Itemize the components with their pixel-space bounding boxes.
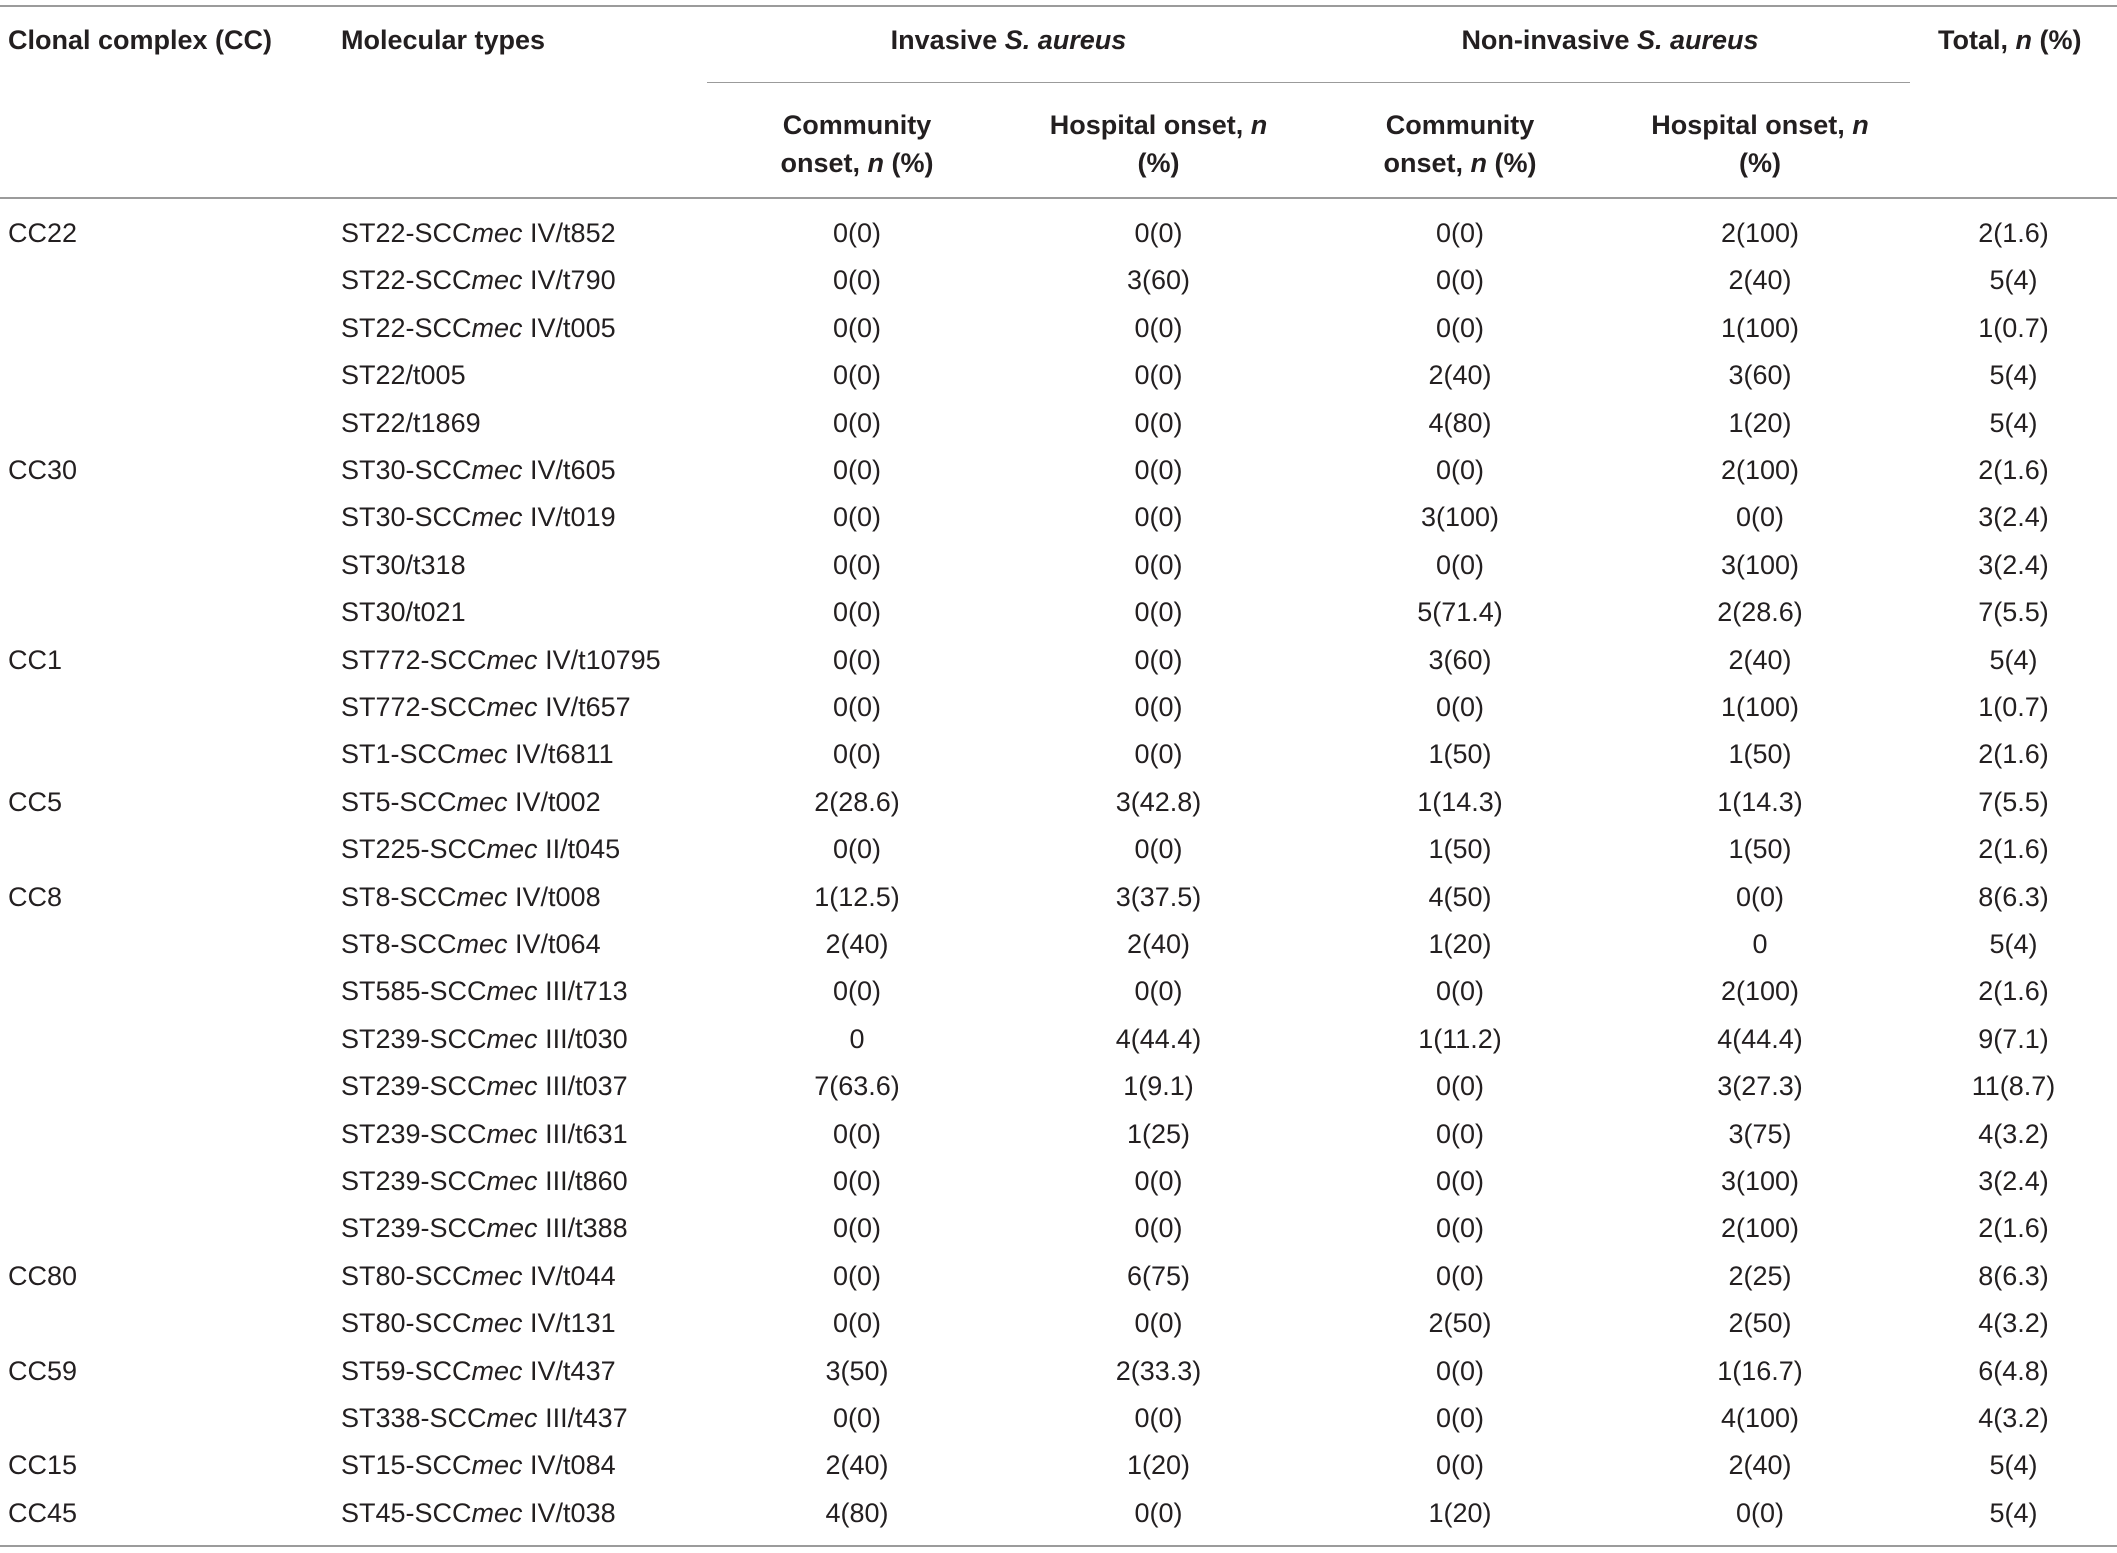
value-cell-nc: 0(0) <box>1435 1119 1484 1149</box>
molecular-type-cell <box>341 928 601 960</box>
value-cell-total: 2(1.6) <box>1978 455 2049 485</box>
value-cell-nc: 2(40) <box>1428 360 1492 390</box>
header-total-n: n <box>2015 25 2032 55</box>
value-cell-ih: 0(0) <box>1134 550 1183 580</box>
molecular-type-prefix: ST30/t021 <box>341 597 466 627</box>
molecular-type-cell <box>341 501 616 533</box>
molecular-type-mec: mec <box>486 1166 538 1196</box>
value-cell-nh: 0(0) <box>1735 1498 1784 1528</box>
molecular-type-mec: mec <box>486 834 538 864</box>
value-cell-total: 1(0.7) <box>1978 692 2049 722</box>
value-cell-nh: 2(50) <box>1728 1308 1792 1338</box>
clonal-complex-cell: CC1 <box>8 645 63 675</box>
molecular-type-suffix: IV/t044 <box>522 1261 616 1291</box>
molecular-type-suffix: III/t437 <box>537 1403 628 1433</box>
molecular-type-suffix: IV/t019 <box>522 502 616 532</box>
header-noninvasive-community <box>1310 106 1610 182</box>
value-cell-nh: 4(44.4) <box>1717 1024 1803 1054</box>
value-cell-nh: 3(100) <box>1720 550 1800 580</box>
molecular-type-prefix: ST239-SCC <box>341 1119 487 1149</box>
molecular-type-prefix: ST30/t318 <box>341 550 466 580</box>
clonal-complex-cell: CC59 <box>8 1356 78 1386</box>
molecular-type-suffix: III/t388 <box>537 1213 628 1243</box>
molecular-type-cell <box>341 881 601 913</box>
header-invasive-species: S. aureus <box>1004 25 1127 55</box>
value-cell-total: 7(5.5) <box>1978 787 2049 817</box>
value-cell-total: 8(6.3) <box>1978 882 2049 912</box>
value-cell-nh: 2(100) <box>1720 455 1800 485</box>
value-cell-total: 2(1.6) <box>1978 834 2049 864</box>
molecular-type-suffix: III/t631 <box>537 1119 628 1149</box>
molecular-type-mec: mec <box>456 787 508 817</box>
header-hospital-line2: (%) <box>1137 148 1180 178</box>
value-cell-total: 5(4) <box>1989 360 2038 390</box>
clonal-complex-cell: CC8 <box>8 882 63 912</box>
molecular-type-prefix: ST239-SCC <box>341 1024 487 1054</box>
header-molecular-types: Molecular types <box>341 25 546 55</box>
value-cell-ic: 2(40) <box>825 929 889 959</box>
value-cell-nc: 0(0) <box>1435 1450 1484 1480</box>
value-cell-ic: 1(12.5) <box>814 882 900 912</box>
value-cell-total: 3(2.4) <box>1978 550 2049 580</box>
value-cell-ih: 0(0) <box>1134 408 1183 438</box>
value-cell-ic: 2(40) <box>825 1450 889 1480</box>
value-cell-nh: 2(40) <box>1728 265 1792 295</box>
molecular-type-mec: mec <box>486 1024 538 1054</box>
value-cell-nc: 4(50) <box>1428 882 1492 912</box>
value-cell-nc: 0(0) <box>1435 1356 1484 1386</box>
molecular-type-mec: mec <box>486 1403 538 1433</box>
value-cell-nc: 0(0) <box>1435 550 1484 580</box>
molecular-type-suffix: IV/t002 <box>507 787 601 817</box>
value-cell-ic: 0(0) <box>832 1119 881 1149</box>
header-noninvasive-prefix: Non-invasive <box>1461 25 1637 55</box>
clonal-complex-cell: CC30 <box>8 455 78 485</box>
value-cell-nh: 0(0) <box>1735 502 1784 532</box>
value-cell-total: 5(4) <box>1989 265 2038 295</box>
value-cell-ic: 0(0) <box>832 692 881 722</box>
molecular-type-prefix: ST338-SCC <box>341 1403 487 1433</box>
molecular-type-cell <box>341 691 631 723</box>
value-cell-nh: 1(100) <box>1720 313 1800 343</box>
value-cell-ih: 0(0) <box>1134 976 1183 1006</box>
molecular-type-mec: mec <box>486 645 538 675</box>
value-cell-ic: 0(0) <box>832 834 881 864</box>
value-cell-nh: 3(100) <box>1720 1166 1800 1196</box>
molecular-type-prefix: ST225-SCC <box>341 834 487 864</box>
header-invasive-prefix: Invasive <box>890 25 1005 55</box>
value-cell-ih: 0(0) <box>1134 313 1183 343</box>
value-cell-total: 2(1.6) <box>1978 218 2049 248</box>
molecular-type-prefix: ST30-SCC <box>341 502 472 532</box>
molecular-type-cell <box>341 596 466 628</box>
value-cell-nc: 1(11.2) <box>1418 1024 1502 1054</box>
value-cell-total: 4(3.2) <box>1978 1308 2049 1338</box>
value-cell-nc: 1(50) <box>1428 739 1492 769</box>
molecular-type-cell <box>341 359 466 391</box>
value-cell-nc: 1(50) <box>1428 834 1492 864</box>
value-cell-ic: 0(0) <box>832 1166 881 1196</box>
header-invasive <box>707 24 1310 56</box>
value-cell-ic: 0 <box>849 1024 865 1054</box>
molecular-type-prefix: ST239-SCC <box>341 1213 487 1243</box>
clonal-complex-cell: CC45 <box>8 1498 78 1528</box>
molecular-type-mec: mec <box>471 1450 523 1480</box>
molecular-type-suffix: IV/t131 <box>522 1308 616 1338</box>
molecular-type-cell <box>341 1212 628 1244</box>
molecular-type-prefix: ST22/t1869 <box>341 408 481 438</box>
value-cell-total: 4(3.2) <box>1978 1403 2049 1433</box>
molecular-type-cell <box>341 1497 616 1529</box>
molecular-type-mec: mec <box>471 502 523 532</box>
molecular-type-suffix: IV/t437 <box>522 1356 616 1386</box>
molecular-type-prefix: ST80-SCC <box>341 1261 472 1291</box>
value-cell-ic: 0(0) <box>832 313 881 343</box>
value-cell-nc: 5(71.4) <box>1417 597 1503 627</box>
value-cell-nc: 0(0) <box>1435 1403 1484 1433</box>
molecular-type-suffix: IV/t005 <box>522 313 616 343</box>
value-cell-nc: 1(20) <box>1428 929 1492 959</box>
value-cell-nc: 3(60) <box>1428 645 1492 675</box>
molecular-type-prefix: ST45-SCC <box>341 1498 472 1528</box>
molecular-type-mec: mec <box>471 313 523 343</box>
value-cell-total: 11(8.7) <box>1971 1071 2056 1101</box>
molecular-type-cell <box>341 1118 628 1150</box>
bottom-rule <box>0 1545 2117 1547</box>
value-cell-total: 5(4) <box>1989 929 2038 959</box>
value-cell-ic: 0(0) <box>832 408 881 438</box>
header-hospital-line1: Hospital onset, n <box>1049 110 1268 140</box>
value-cell-nh: 4(100) <box>1720 1403 1800 1433</box>
value-cell-ih: 0(0) <box>1134 218 1183 248</box>
clonal-complex-cell: CC15 <box>8 1450 78 1480</box>
molecular-type-suffix: IV/t008 <box>507 882 601 912</box>
molecular-type-suffix: IV/t657 <box>537 692 631 722</box>
value-cell-nc: 0(0) <box>1435 1261 1484 1291</box>
molecular-type-cell <box>341 1402 628 1434</box>
value-cell-ic: 0(0) <box>832 502 881 532</box>
value-cell-total: 2(1.6) <box>1978 739 2049 769</box>
molecular-type-prefix: ST80-SCC <box>341 1308 472 1338</box>
molecular-type-mec: mec <box>471 265 523 295</box>
header-hospital-line1: Hospital onset, n <box>1651 110 1869 140</box>
molecular-type-cell <box>341 1260 616 1292</box>
value-cell-ic: 0(0) <box>832 739 881 769</box>
value-cell-ih: 0(0) <box>1134 502 1183 532</box>
value-cell-total: 2(1.6) <box>1978 976 2049 1006</box>
value-cell-ih: 0(0) <box>1134 1403 1183 1433</box>
molecular-type-suffix: IV/t852 <box>522 218 616 248</box>
header-community-line1: Community <box>1385 110 1535 140</box>
value-cell-ic: 0(0) <box>832 218 881 248</box>
value-cell-total: 3(2.4) <box>1978 1166 2049 1196</box>
molecular-type-mec: mec <box>471 1308 523 1338</box>
header-community-line2: onset, n (%) <box>1383 148 1537 178</box>
header-community-line1: Community <box>782 110 932 140</box>
molecular-type-mec: mec <box>456 929 508 959</box>
molecular-type-cell <box>341 1307 616 1339</box>
value-cell-ic: 0(0) <box>832 1403 881 1433</box>
value-cell-ih: 4(44.4) <box>1115 1024 1202 1054</box>
value-cell-nh: 2(28.6) <box>1717 597 1803 627</box>
value-cell-total: 2(1.6) <box>1978 1213 2049 1243</box>
value-cell-total: 5(4) <box>1989 645 2038 675</box>
value-cell-ih: 2(33.3) <box>1115 1356 1202 1386</box>
value-cell-ih: 3(37.5) <box>1115 882 1202 912</box>
molecular-type-cell <box>341 975 628 1007</box>
molecular-type-prefix: ST239-SCC <box>341 1071 487 1101</box>
molecular-type-prefix: ST1-SCC <box>341 739 457 769</box>
value-cell-ic: 0(0) <box>832 1213 881 1243</box>
top-rule <box>0 5 2117 7</box>
clonal-complex-cell: CC22 <box>8 218 78 248</box>
molecular-type-cell <box>341 833 620 865</box>
molecular-type-mec: mec <box>486 976 538 1006</box>
value-cell-total: 9(7.1) <box>1978 1024 2049 1054</box>
header-total-prefix: Total, <box>1938 25 2016 55</box>
value-cell-ih: 1(9.1) <box>1123 1071 1194 1101</box>
value-cell-nh: 0 <box>1752 929 1768 959</box>
value-cell-ih: 0(0) <box>1134 1213 1183 1243</box>
molecular-type-prefix: ST15-SCC <box>341 1450 472 1480</box>
molecular-type-prefix: ST22-SCC <box>341 313 472 343</box>
value-cell-ic: 3(50) <box>825 1356 889 1386</box>
header-noninvasive-hospital <box>1610 106 1910 182</box>
molecular-type-mec: mec <box>486 1071 538 1101</box>
header-noninvasive-species: S. aureus <box>1637 25 1759 55</box>
header-invasive-community <box>707 106 1007 182</box>
molecular-type-cell <box>341 1023 628 1055</box>
molecular-type-prefix: ST22/t005 <box>341 360 466 390</box>
molecular-type-suffix: IV/t10795 <box>537 645 661 675</box>
value-cell-ih: 0(0) <box>1134 692 1183 722</box>
value-cell-ic: 0(0) <box>832 550 881 580</box>
value-cell-ic: 7(63.6) <box>814 1071 900 1101</box>
molecular-type-prefix: ST772-SCC <box>341 645 487 675</box>
molecular-type-prefix: ST8-SCC <box>341 882 457 912</box>
molecular-type-suffix: II/t045 <box>537 834 621 864</box>
value-cell-nh: 1(50) <box>1728 739 1792 769</box>
molecular-type-cell <box>341 407 481 439</box>
molecular-type-cell <box>341 1449 616 1481</box>
value-cell-nh: 2(25) <box>1728 1261 1792 1291</box>
value-cell-total: 3(2.4) <box>1978 502 2049 532</box>
value-cell-ih: 1(20) <box>1126 1450 1191 1480</box>
value-cell-ih: 0(0) <box>1134 455 1183 485</box>
molecular-type-cell <box>341 786 601 818</box>
value-cell-ih: 3(42.8) <box>1115 787 1202 817</box>
molecular-type-suffix: III/t030 <box>537 1024 628 1054</box>
molecular-type-cell <box>341 549 466 581</box>
molecular-type-cell <box>341 312 616 344</box>
value-cell-ih: 2(40) <box>1126 929 1191 959</box>
molecular-type-suffix: IV/t084 <box>522 1450 616 1480</box>
value-cell-nh: 1(16.7) <box>1717 1356 1803 1386</box>
value-cell-ih: 3(60) <box>1126 265 1191 295</box>
value-cell-ih: 0(0) <box>1134 1166 1183 1196</box>
group-rule-noninvasive <box>1310 82 1910 83</box>
molecular-type-cell <box>341 217 616 249</box>
value-cell-ic: 4(80) <box>825 1498 889 1528</box>
value-cell-nh: 2(100) <box>1720 218 1800 248</box>
header-total <box>1938 24 2082 56</box>
value-cell-nc: 0(0) <box>1435 1166 1484 1196</box>
molecular-type-prefix: ST239-SCC <box>341 1166 487 1196</box>
molecular-type-mec: mec <box>456 739 508 769</box>
value-cell-ih: 0(0) <box>1134 739 1183 769</box>
header-hospital-line2: (%) <box>1739 148 1781 178</box>
header-clonal-complex: Clonal complex (CC) <box>8 25 273 55</box>
molecular-type-prefix: ST5-SCC <box>341 787 457 817</box>
value-cell-nc: 0(0) <box>1435 692 1484 722</box>
value-cell-total: 4(3.2) <box>1978 1119 2049 1149</box>
value-cell-nc: 1(14.3) <box>1417 787 1503 817</box>
value-cell-nh: 2(40) <box>1728 645 1792 675</box>
value-cell-nh: 1(50) <box>1728 834 1792 864</box>
molecular-type-mec: mec <box>486 1213 538 1243</box>
molecular-type-cell <box>341 454 616 486</box>
value-cell-ih: 0(0) <box>1134 834 1183 864</box>
molecular-type-cell <box>341 1165 628 1197</box>
value-cell-ih: 1(25) <box>1126 1119 1191 1149</box>
value-cell-ic: 0(0) <box>832 265 881 295</box>
value-cell-ih: 0(0) <box>1134 645 1183 675</box>
molecular-type-mec: mec <box>471 218 523 248</box>
value-cell-nh: 3(27.3) <box>1717 1071 1803 1101</box>
molecular-type-mec: mec <box>486 692 538 722</box>
header-community-line2: onset, n (%) <box>780 148 934 178</box>
value-cell-nh: 1(100) <box>1720 692 1800 722</box>
molecular-type-prefix: ST8-SCC <box>341 929 457 959</box>
molecular-type-cell <box>341 738 614 770</box>
value-cell-nc: 0(0) <box>1435 265 1484 295</box>
value-cell-total: 1(0.7) <box>1978 313 2049 343</box>
value-cell-nc: 0(0) <box>1435 1213 1484 1243</box>
value-cell-ih: 0(0) <box>1134 1308 1183 1338</box>
molecular-type-suffix: IV/t790 <box>522 265 616 295</box>
molecular-type-prefix: ST22-SCC <box>341 265 472 295</box>
value-cell-nh: 2(40) <box>1728 1450 1792 1480</box>
value-cell-nc: 0(0) <box>1435 313 1484 343</box>
value-cell-ic: 0(0) <box>832 597 881 627</box>
molecular-type-cell <box>341 644 661 676</box>
value-cell-nc: 3(100) <box>1420 502 1500 532</box>
header-rule <box>0 197 2117 199</box>
group-rule-invasive <box>707 82 1310 83</box>
molecular-type-prefix: ST22-SCC <box>341 218 472 248</box>
value-cell-ih: 0(0) <box>1134 360 1183 390</box>
value-cell-ih: 0(0) <box>1134 1498 1183 1528</box>
value-cell-nh: 3(60) <box>1728 360 1792 390</box>
molecular-type-mec: mec <box>471 1498 523 1528</box>
molecular-type-suffix: IV/t605 <box>522 455 616 485</box>
clonal-complex-cell: CC5 <box>8 787 63 817</box>
value-cell-nc: 1(20) <box>1428 1498 1492 1528</box>
molecular-type-mec: mec <box>471 1261 523 1291</box>
value-cell-nc: 0(0) <box>1435 455 1484 485</box>
value-cell-nc: 0(0) <box>1435 1071 1484 1101</box>
value-cell-ic: 0(0) <box>832 455 881 485</box>
value-cell-total: 5(4) <box>1989 1450 2038 1480</box>
value-cell-ic: 2(28.6) <box>814 787 900 817</box>
molecular-type-suffix: IV/t038 <box>522 1498 616 1528</box>
value-cell-total: 8(6.3) <box>1978 1261 2049 1291</box>
molecular-type-prefix: ST772-SCC <box>341 692 487 722</box>
value-cell-nh: 2(100) <box>1720 1213 1800 1243</box>
molecular-type-suffix: III/t860 <box>537 1166 628 1196</box>
value-cell-nh: 1(14.3) <box>1717 787 1803 817</box>
value-cell-nc: 0(0) <box>1435 976 1484 1006</box>
value-cell-ic: 0(0) <box>832 976 881 1006</box>
molecular-type-cell <box>341 1070 628 1102</box>
molecular-type-suffix: IV/t6811 <box>507 739 614 769</box>
value-cell-ic: 0(0) <box>832 645 881 675</box>
molecular-type-mec: mec <box>471 1356 523 1386</box>
clonal-complex-cell: CC80 <box>8 1261 78 1291</box>
header-noninvasive <box>1310 24 1910 56</box>
molecular-type-suffix: IV/t064 <box>507 929 601 959</box>
molecular-type-prefix: ST585-SCC <box>341 976 487 1006</box>
molecular-type-prefix: ST30-SCC <box>341 455 472 485</box>
value-cell-nh: 2(100) <box>1720 976 1800 1006</box>
header-total-suffix: (%) <box>2032 25 2082 55</box>
value-cell-total: 7(5.5) <box>1978 597 2049 627</box>
molecular-type-cell <box>341 264 616 296</box>
header-invasive-hospital <box>1007 106 1310 182</box>
value-cell-total: 5(4) <box>1989 1498 2038 1528</box>
value-cell-ic: 0(0) <box>832 1261 881 1291</box>
value-cell-nh: 1(20) <box>1728 408 1792 438</box>
molecular-type-suffix: III/t037 <box>537 1071 628 1101</box>
value-cell-ic: 0(0) <box>832 360 881 390</box>
value-cell-total: 6(4.8) <box>1978 1356 2049 1386</box>
value-cell-ih: 0(0) <box>1134 597 1183 627</box>
value-cell-ih: 6(75) <box>1126 1261 1191 1291</box>
value-cell-nc: 2(50) <box>1428 1308 1492 1338</box>
molecular-type-mec: mec <box>486 1119 538 1149</box>
molecular-type-suffix: III/t713 <box>537 976 628 1006</box>
value-cell-nh: 3(75) <box>1728 1119 1792 1149</box>
value-cell-nc: 0(0) <box>1435 218 1484 248</box>
molecular-type-prefix: ST59-SCC <box>341 1356 472 1386</box>
value-cell-nc: 4(80) <box>1428 408 1492 438</box>
molecular-type-cell <box>341 1355 616 1387</box>
value-cell-total: 5(4) <box>1989 408 2038 438</box>
molecular-type-mec: mec <box>456 882 508 912</box>
molecular-type-mec: mec <box>471 455 523 485</box>
value-cell-nh: 0(0) <box>1735 882 1784 912</box>
value-cell-ic: 0(0) <box>832 1308 881 1338</box>
